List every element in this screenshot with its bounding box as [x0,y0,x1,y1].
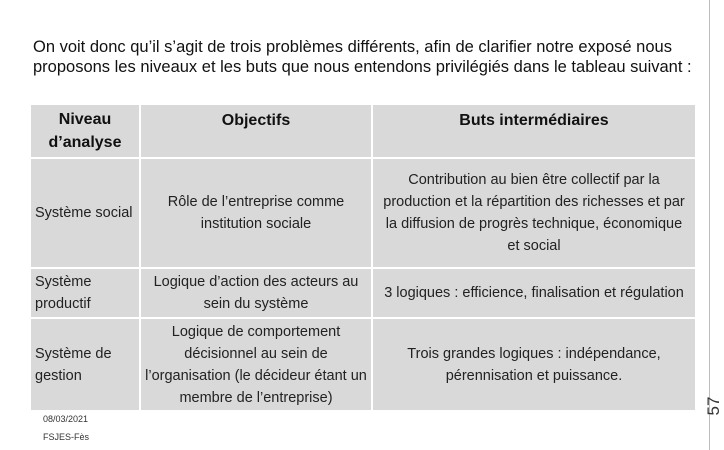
row-but: Trois grandes logiques : indépendance, pérennisation et puissance. [407,345,661,384]
row-objectif: Logique de comportement décisionnel au sein de l’organisation (le décideur étant un membre de l’entreprise) [145,323,367,406]
table-header-row [31,105,695,159]
header-objectifs: Objectifs [221,112,291,129]
row-objectif: Logique d’action des acteurs au sein du système [153,274,359,312]
footer-org: FSJES-Fès [43,432,90,442]
footer-date: 08/03/2021 [43,414,89,424]
table-row [31,269,695,319]
table-row [31,319,695,410]
row-niveau: Système social [35,205,133,221]
header-buts: Buts intermédiaires [459,112,609,129]
page-number: 57 [704,396,723,416]
analysis-table [31,105,695,410]
intro-paragraph: On voit donc qu’il s’agit de trois problèmes différents, afin de clarifier notre exposé nous proposons les niveaux et les buts que nous entendons privilégiés dans le tableau suivant : [33,38,692,76]
table-row [31,159,695,269]
row-niveau: Système de gestion [35,345,112,384]
header-niveau: Niveau d’analyse [48,111,122,151]
row-objectif: Rôle de l’entreprise comme institution sociale [167,194,345,232]
row-but: Contribution au bien être collectif par la production et la répartition des richesses et par la diffusion de progrès technique, économique et social [383,172,685,254]
page-edge-rule [709,0,710,450]
row-but: 3 logiques : efficience, finalisation et régulation [384,285,684,301]
row-niveau: Système productif [35,274,92,312]
